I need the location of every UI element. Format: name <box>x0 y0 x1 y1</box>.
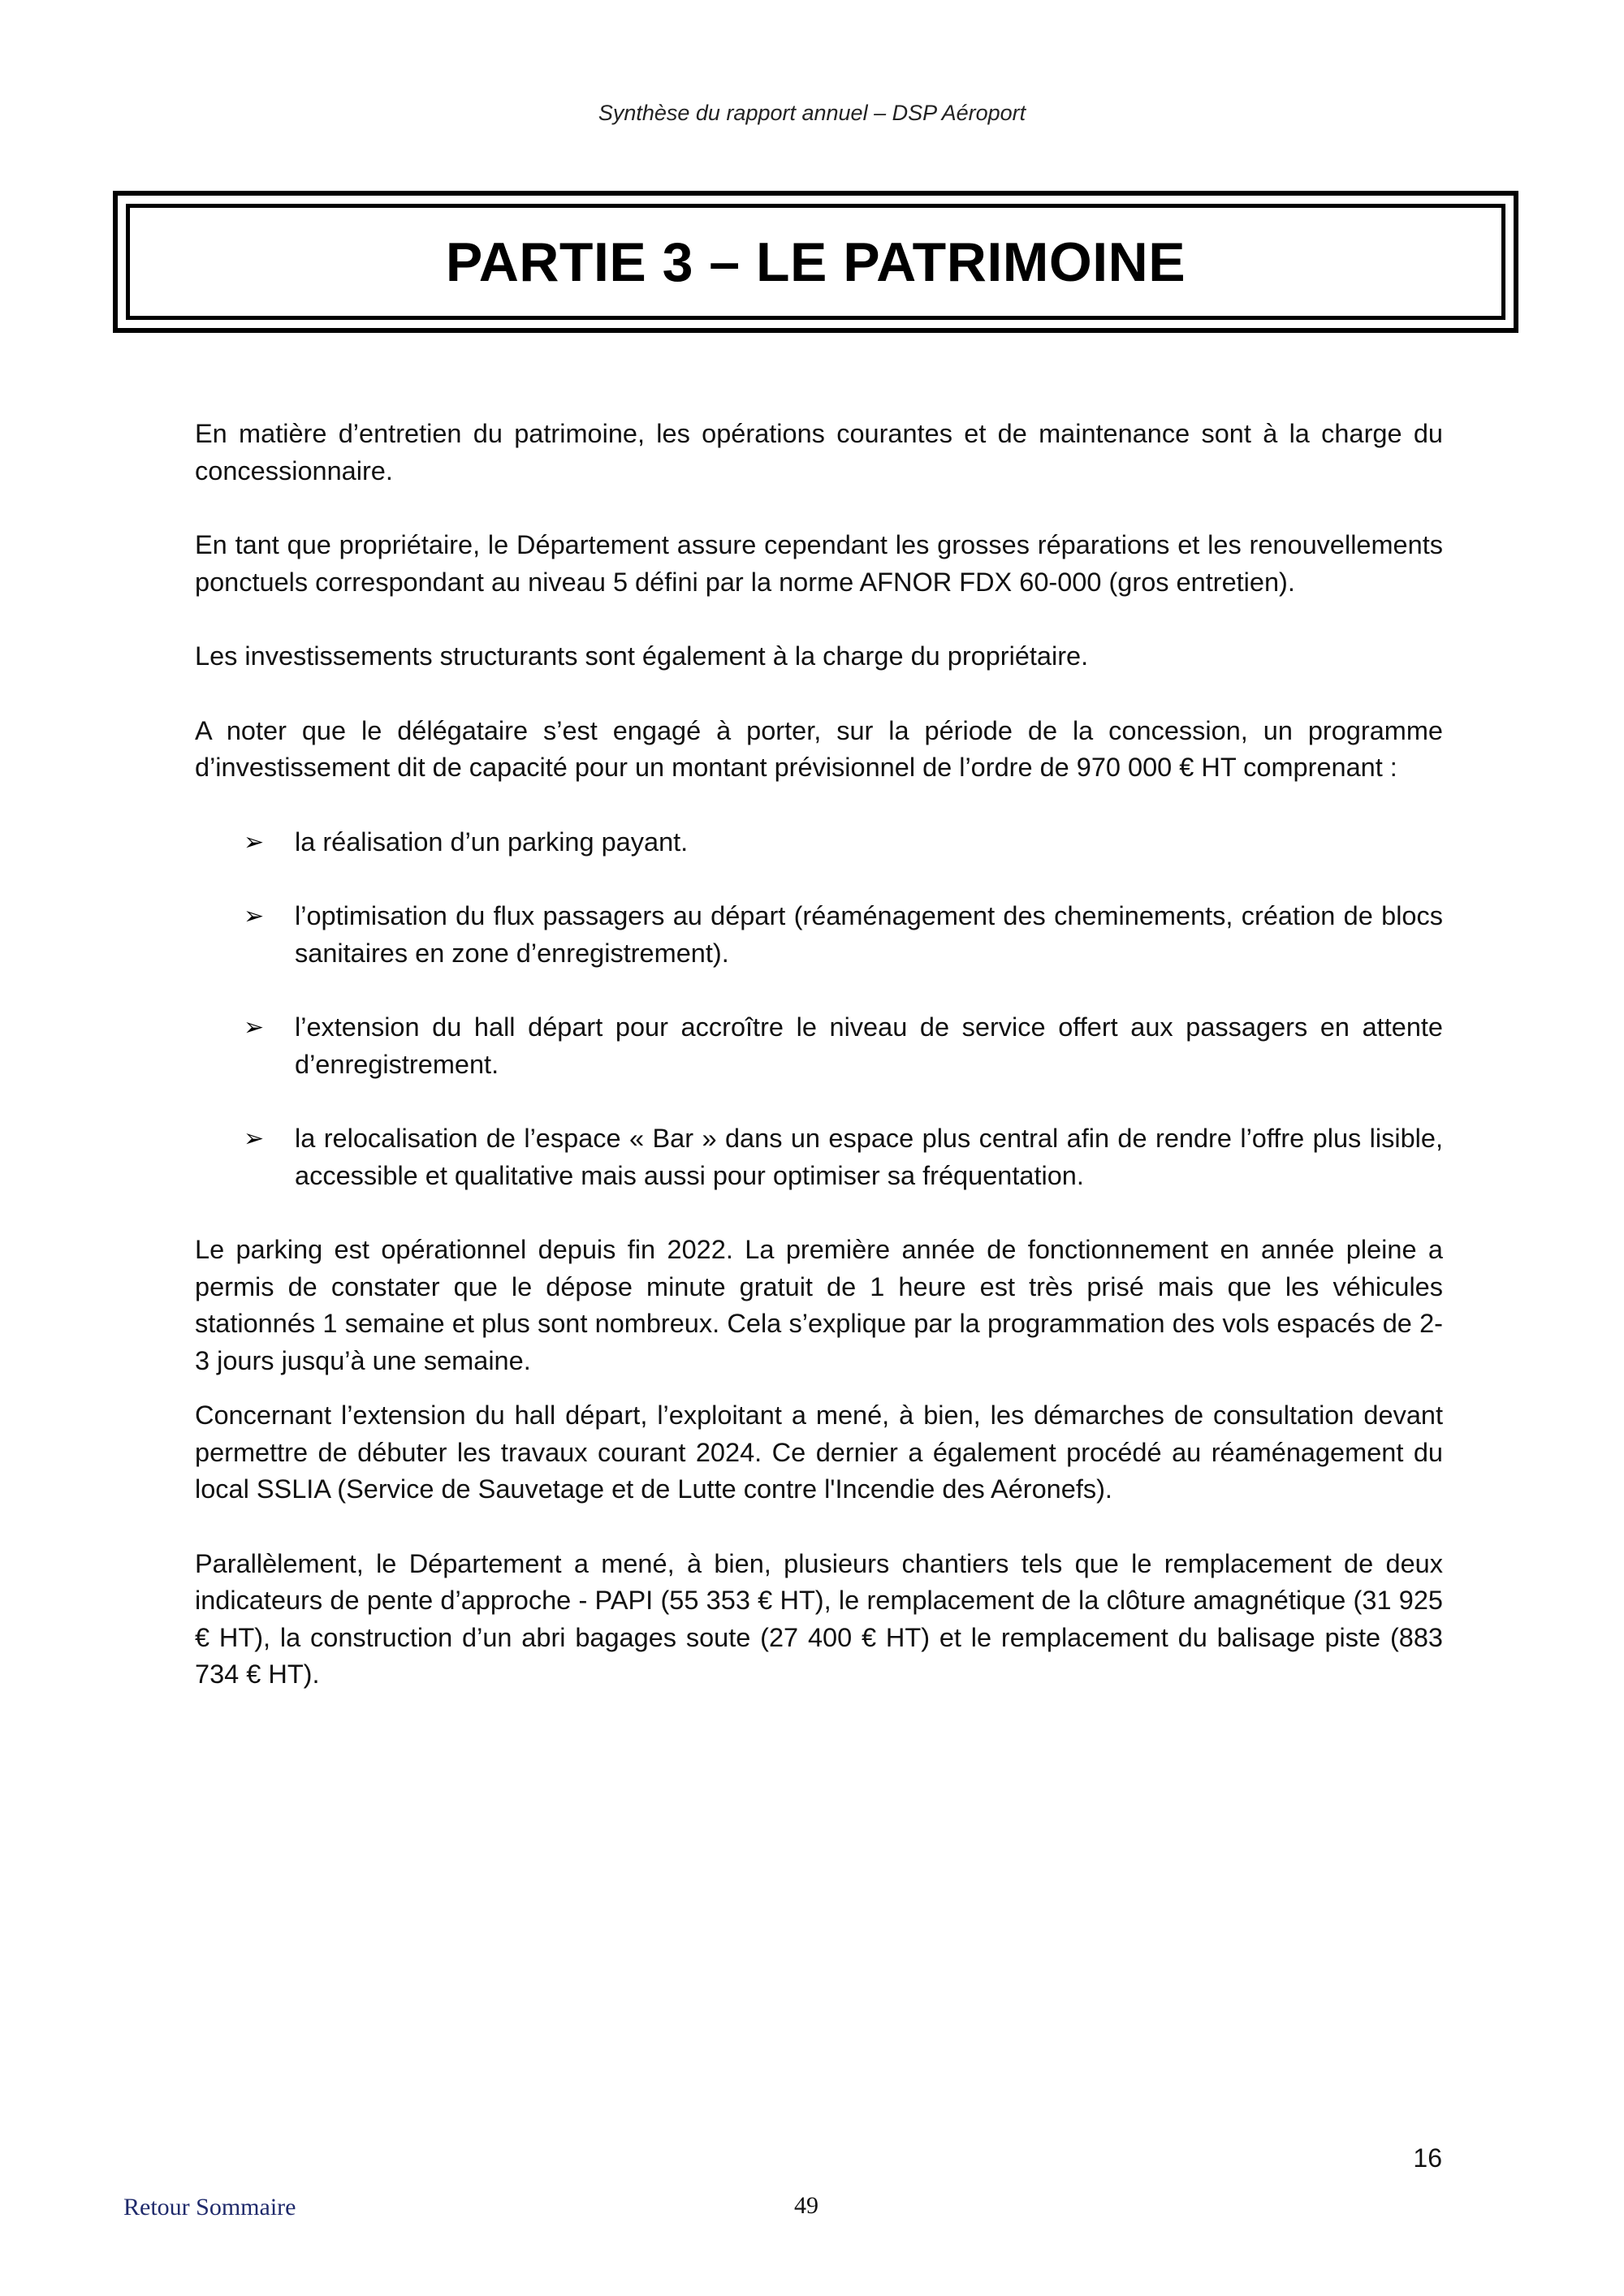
list-item-text: la réalisation d’un parking payant. <box>295 826 689 857</box>
document-page-number: 49 <box>794 2192 818 2219</box>
paragraph: En matière d’entretien du patrimoine, les opérations courantes et de maintenance sont à la charge du concessionnaire. <box>195 419 1443 486</box>
body-text <box>195 416 1443 1694</box>
list-item <box>195 1120 1443 1194</box>
arrowhead-bullet-icon: ➢ <box>244 903 265 930</box>
list-item-text: l’optimisation du flux passagers au départ (réaménagement des cheminements, création de blocs sanitaires en zone d’enregistrement). <box>295 901 1443 968</box>
arrowhead-bullet-icon: ➢ <box>244 1014 265 1041</box>
page-number: 16 <box>1413 2143 1442 2173</box>
list-item-text: la relocalisation de l’espace « Bar » dans un espace plus central afin de rendre l’offre plus lisible, accessible et qualitative mais aussi pour optimiser sa fréquentation. <box>295 1124 1443 1190</box>
arrowhead-bullet-icon: ➢ <box>244 828 265 856</box>
title-frame <box>113 191 1518 333</box>
list-item-text: l’extension du hall départ pour accroître le niveau de service offert aux passagers en attente d’enregistrement. <box>295 1012 1443 1079</box>
list-item <box>195 1009 1443 1083</box>
table-of-contents-link[interactable]: Retour Sommaire <box>123 2194 296 2220</box>
title-inner-frame <box>126 204 1505 320</box>
list-item <box>195 898 1443 972</box>
paragraph: Les investissements structurants sont également à la charge du propriétaire. <box>195 641 1089 671</box>
paragraph: Parallèlement, le Département a mené, à bien, plusieurs chantiers tels que le remplacement de deux indicateurs de pente d’approche - PAPI (55 353 € HT), le remplacement de la clôture amagnétique (31 925 € HT), la construction d’un abri bagages soute (27 400 € HT) et le remplacement du balisage piste (883 734 € HT). <box>195 1548 1443 1689</box>
arrowhead-bullet-icon: ➢ <box>244 1125 265 1152</box>
list-item <box>195 824 1443 861</box>
paragraph: Concernant l’extension du hall départ, l’exploitant a mené, à bien, les démarches de consultation devant permettre de débuter les travaux courant 2024. Ce dernier a également procédé au réaménagement du local SSLIA (Service de Sauvetage et de Lutte contre l'Incendie des Aéronefs). <box>195 1400 1443 1504</box>
paragraph: Le parking est opérationnel depuis fin 2022. La première année de fonctionnement en année pleine a permis de constater que le dépose minute gratuit de 1 heure est très prisé mais que les véhicules stationnés 1 semaine et plus sont nombreux. Cela s’explique par la programmation des vols espacés de 2-3 jours jusqu’à une semaine. <box>195 1235 1443 1375</box>
paragraph: En tant que propriétaire, le Département assure cependant les grosses réparations et les renouvellements ponctuels correspondant au niveau 5 défini par la norme AFNOR FDX 60-000 (gros entretien). <box>195 530 1443 597</box>
investment-list <box>195 824 1443 1195</box>
section-title: PARTIE 3 – LE PATRIMOINE <box>445 231 1186 293</box>
running-header: Synthèse du rapport annuel – DSP Aéroport <box>598 101 1026 125</box>
paragraph: A noter que le délégataire s’est engagé à porter, sur la période de la concession, un programme d’investissement dit de capacité pour un montant prévisionnel de l’ordre de 970 000 € HT comprenant : <box>195 715 1443 782</box>
